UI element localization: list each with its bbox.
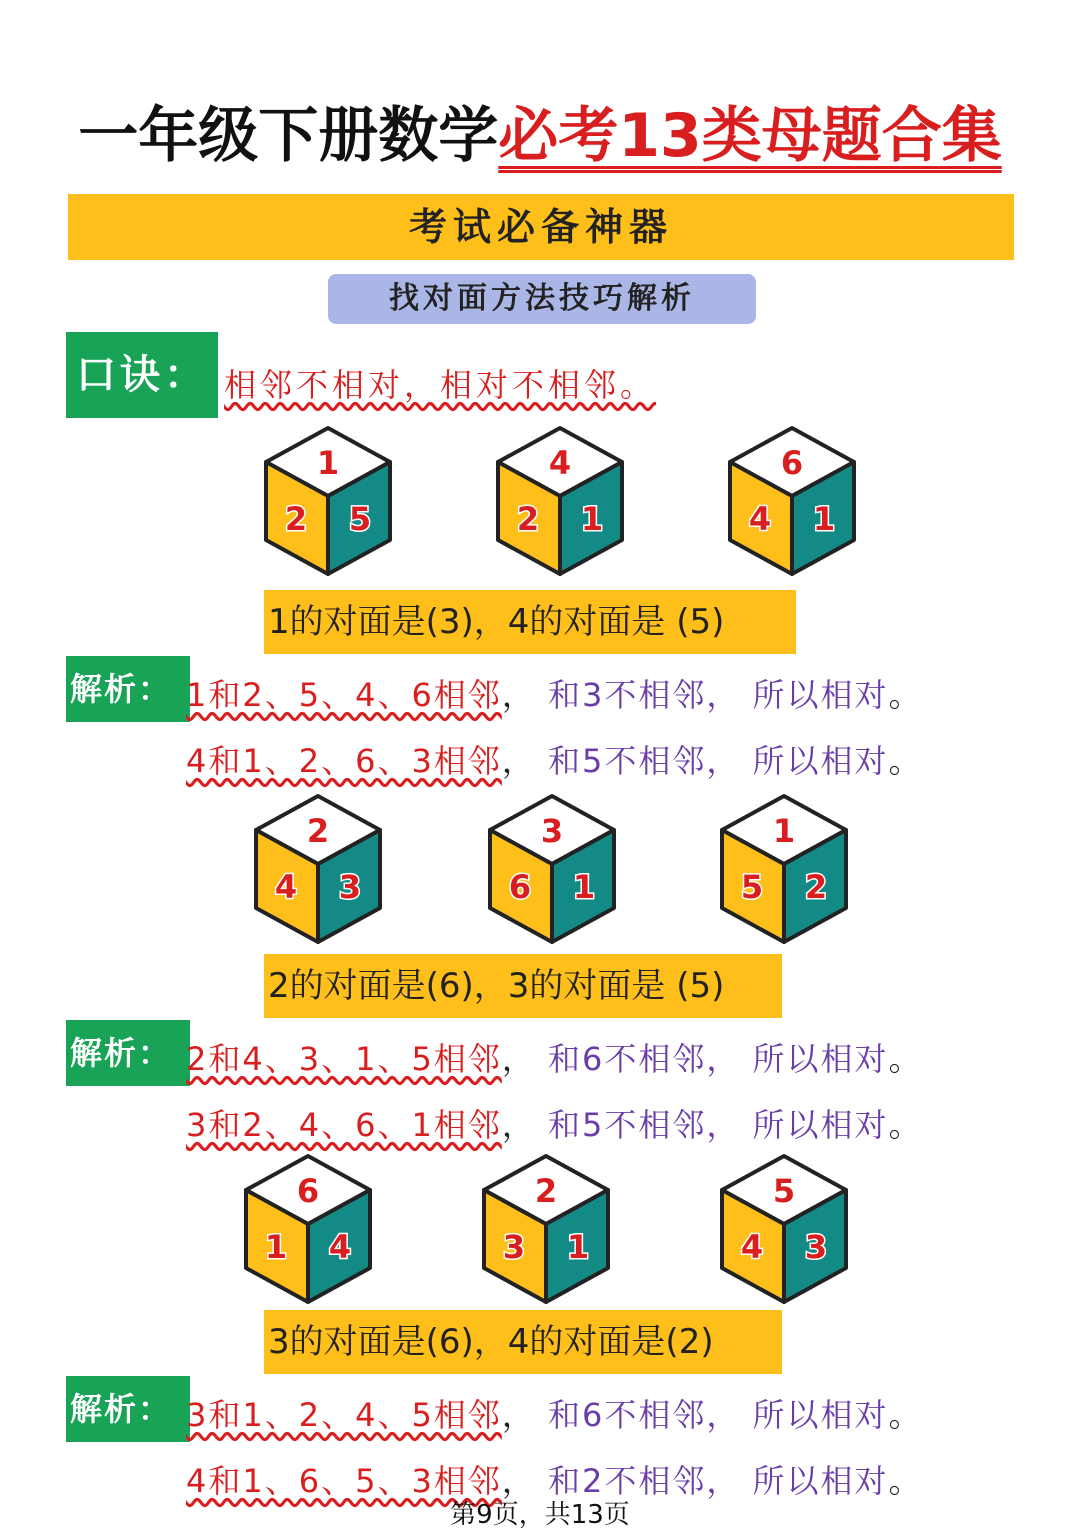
banner: 考试必备神器	[68, 194, 1014, 260]
comma: ，	[501, 1396, 536, 1434]
conclusion-text: 所以相对	[752, 1462, 889, 1500]
cube	[238, 1150, 378, 1310]
cube-top-number: 5	[772, 1172, 796, 1210]
analysis-line	[186, 1100, 923, 1146]
conclusion-text: 所以相对	[752, 1040, 889, 1078]
adjacent-text: 3和1、2、4、5相邻	[186, 1396, 502, 1434]
cube-svg	[714, 790, 854, 950]
comma: ，	[501, 1106, 536, 1144]
cube-left-number: 1	[264, 1228, 288, 1266]
cube-right-number: 3	[804, 1228, 828, 1266]
conclusion-text: 所以相对	[752, 1396, 889, 1434]
cube-left-number: 2	[284, 500, 308, 538]
comma: ，	[501, 1040, 536, 1078]
adjacent-text: 2和4、3、1、5相邻	[186, 1040, 502, 1078]
cube-svg	[714, 1150, 854, 1310]
cube-top-number: 2	[534, 1172, 558, 1210]
cube-top-number: 4	[548, 444, 572, 482]
cube-svg	[476, 1150, 616, 1310]
cube	[482, 790, 622, 950]
period: 。	[888, 1106, 923, 1144]
not-adjacent-text: 和6不相邻，	[548, 1040, 741, 1078]
analysis-label: 解析：	[66, 1376, 190, 1442]
cube-left-number: 5	[740, 868, 764, 906]
cube-right-number: 4	[328, 1228, 352, 1266]
cube-left-number: 4	[740, 1228, 764, 1266]
cube-top-number: 3	[540, 812, 564, 850]
cube-right-number: 1	[812, 500, 836, 538]
title-black-part: 一年级下册数学	[78, 101, 499, 171]
cube-svg	[258, 422, 398, 582]
period: 。	[888, 1040, 923, 1078]
cube-left-number: 4	[748, 500, 772, 538]
subtitle-badge: 找对面方法技巧解析	[328, 274, 756, 324]
conclusion-text: 所以相对	[752, 1106, 889, 1144]
cube	[714, 790, 854, 950]
cube	[714, 1150, 854, 1310]
analysis-line	[186, 670, 923, 716]
answer-bar: 3的对面是(6)，4的对面是(2)	[264, 1310, 782, 1374]
comma: ，	[501, 676, 536, 714]
analysis-line	[186, 736, 923, 782]
cube	[722, 422, 862, 582]
page-footer: 第9页，共13页	[450, 1500, 630, 1530]
cube-right-number: 1	[580, 500, 604, 538]
cube-top-number: 1	[772, 812, 796, 850]
period: 。	[888, 676, 923, 714]
comma: ，	[501, 1462, 536, 1500]
cube-svg	[722, 422, 862, 582]
not-adjacent-text: 和5不相邻，	[548, 1106, 741, 1144]
cube	[490, 422, 630, 582]
cube-svg	[238, 1150, 378, 1310]
period: 。	[888, 1462, 923, 1500]
koujue-label: 口诀：	[66, 332, 218, 418]
cube-right-number: 2	[804, 868, 828, 906]
cube	[248, 790, 388, 950]
cube-right-number: 1	[566, 1228, 590, 1266]
analysis-line	[186, 1390, 923, 1436]
cube-top-number: 1	[316, 444, 340, 482]
cube-svg	[482, 790, 622, 950]
cube-svg	[248, 790, 388, 950]
adjacent-text: 1和2、5、4、6相邻	[186, 676, 502, 714]
analysis-line	[186, 1034, 923, 1080]
not-adjacent-text: 和6不相邻，	[548, 1396, 741, 1434]
adjacent-text: 4和1、6、5、3相邻	[186, 1462, 502, 1500]
cube-left-number: 4	[274, 868, 298, 906]
cube-left-number: 3	[502, 1228, 526, 1266]
title-red-part: 必考13类母题合集	[498, 101, 1002, 171]
not-adjacent-text: 和5不相邻，	[548, 742, 741, 780]
cube	[476, 1150, 616, 1310]
cube-top-number: 6	[780, 444, 804, 482]
answer-bar: 1的对面是(3)，4的对面是 (5)	[264, 590, 796, 654]
adjacent-text: 4和1、2、6、3相邻	[186, 742, 502, 780]
koujue-text: 相邻不相对，相对不相邻。	[224, 366, 657, 404]
cube-top-number: 6	[296, 1172, 320, 1210]
adjacent-text: 3和2、4、6、1相邻	[186, 1106, 502, 1144]
cube	[258, 422, 398, 582]
cube-right-number: 5	[348, 500, 372, 538]
cube-left-number: 6	[508, 868, 532, 906]
answer-bar: 2的对面是(6)，3的对面是 (5)	[264, 954, 782, 1018]
comma: ，	[501, 742, 536, 780]
cube-left-number: 2	[516, 500, 540, 538]
not-adjacent-text: 和2不相邻，	[548, 1462, 741, 1500]
analysis-label: 解析：	[66, 656, 190, 722]
period: 。	[888, 1396, 923, 1434]
period: 。	[888, 742, 923, 780]
conclusion-text: 所以相对	[752, 676, 889, 714]
conclusion-text: 所以相对	[752, 742, 889, 780]
cube-right-number: 1	[572, 868, 596, 906]
analysis-label: 解析：	[66, 1020, 190, 1086]
not-adjacent-text: 和3不相邻，	[548, 676, 741, 714]
cube-svg	[490, 422, 630, 582]
page-title	[0, 88, 1080, 174]
cube-right-number: 3	[338, 868, 362, 906]
cube-top-number: 2	[306, 812, 330, 850]
